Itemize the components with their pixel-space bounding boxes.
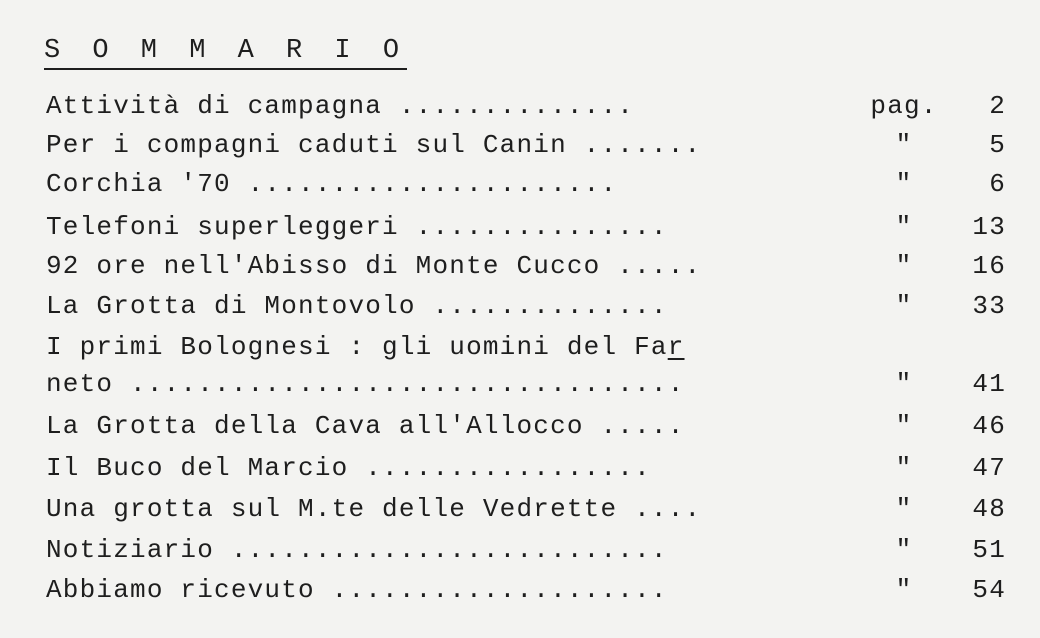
entry-title: Notiziario .......................... [46,535,668,565]
entry-title: Una grotta sul M.te delle Vedrette .... [46,494,702,524]
page-marker: " [895,494,913,524]
entry-title: La Grotta della Cava all'Allocco ..... [46,411,685,441]
entry-title: Corchia '70 ...................... [46,169,618,199]
toc-entry [46,286,1006,326]
entry-title: Per i compagni caduti sul Canin ....... [46,130,702,160]
entry-title: neto ................................. [46,369,685,399]
page-number: 46 [972,411,1006,441]
toc-entry [46,86,1006,126]
page-number: 5 [989,130,1006,160]
page-marker: " [895,291,913,321]
entry-title: Telefoni superleggeri ............... [46,212,668,242]
entry-title-part: I primi Bolognesi : gli uomini del Fa [46,332,668,362]
page-marker: " [895,575,913,605]
toc-entry [46,327,1006,367]
page-number: 48 [972,494,1006,524]
page-marker: " [895,169,913,199]
page-marker: " [895,411,913,441]
toc-entry [46,164,1006,204]
page-number: 51 [972,535,1006,565]
page-number: 13 [972,212,1006,242]
toc-entry [46,570,1006,610]
toc-entry [46,207,1006,247]
page-number: 47 [972,453,1006,483]
page-number: 54 [972,575,1006,605]
entry-title: Attività di campagna .............. [46,91,635,121]
page-title: S O M M A R I O [44,36,407,70]
page-number: 16 [972,251,1006,281]
toc-entry [46,246,1006,286]
toc-entry [46,125,1006,165]
page-marker: " [895,212,913,242]
entry-title-underlined-letter: r [667,332,685,362]
entry-title [46,327,685,367]
toc-entry [46,530,1006,570]
page-marker: " [895,251,913,281]
entry-title: Il Buco del Marcio ................. [46,453,651,483]
page-marker: " [895,535,913,565]
page-marker: " [895,130,913,160]
toc-entry [46,406,1006,446]
page-marker: pag. [870,91,938,121]
page-number: 41 [972,369,1006,399]
page-number: 33 [972,291,1006,321]
page-number: 2 [989,91,1006,121]
toc-entry [46,448,1006,488]
toc-entry [46,489,1006,529]
page-number: 6 [989,169,1006,199]
page-marker: " [895,453,913,483]
toc-entry [46,364,1006,404]
page-marker: " [895,369,913,399]
entry-title: La Grotta di Montovolo .............. [46,291,668,321]
entry-title: 92 ore nell'Abisso di Monte Cucco ..... [46,251,702,281]
entry-title: Abbiamo ricevuto .................... [46,575,668,605]
